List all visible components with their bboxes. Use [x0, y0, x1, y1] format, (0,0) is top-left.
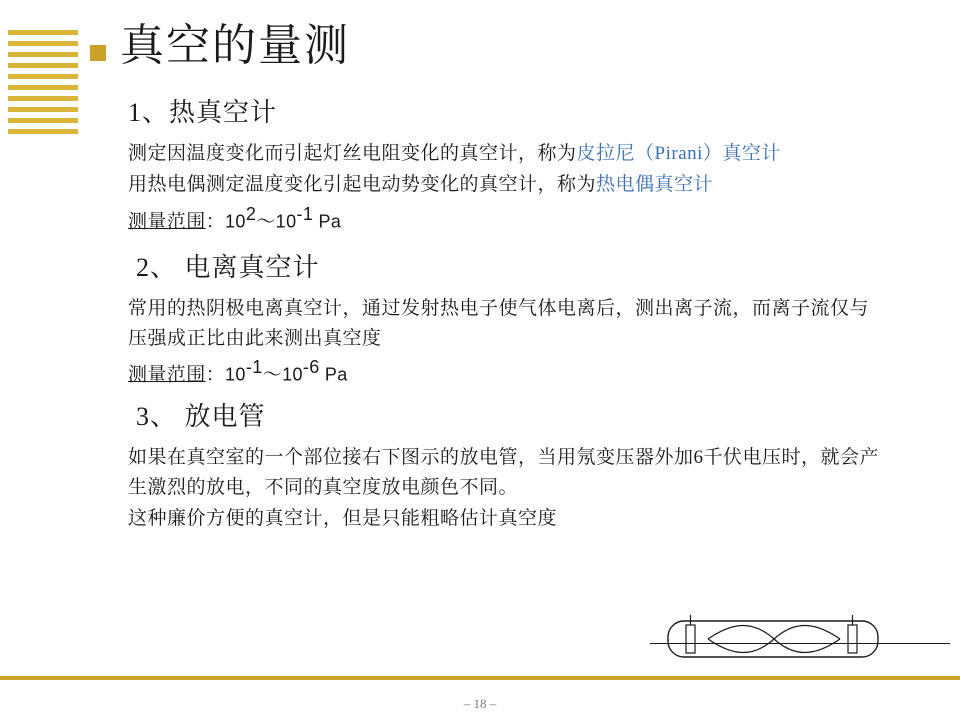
decorative-stripes	[8, 30, 78, 140]
range-from-base-2: 10	[225, 364, 246, 385]
paragraph-3-2-text: 这种廉价方便的真空计，但是只能粗略估计真空度	[128, 508, 558, 530]
range-label-2: 测量范围	[128, 364, 206, 386]
measurement-range-2	[128, 357, 888, 386]
paragraph-1-2	[128, 170, 888, 199]
range-sep-1: ：	[205, 211, 226, 233]
range-unit-2: Pa	[324, 364, 348, 385]
slide-body	[128, 86, 888, 536]
paragraph-3-1-text: 如果在真空室的一个部位接右下图示的放电管，当用氖变压器外加6千伏电压时，就会产生激烈的放电，不同的真空度放电颜色不同。	[128, 447, 880, 498]
paragraph-1-1-highlight: 皮拉尼（Pirani）真空计	[576, 143, 781, 164]
range-to-base-2: 10	[282, 364, 303, 385]
discharge-tube-diagram	[650, 605, 950, 675]
range-to-exp-1: -1	[296, 203, 314, 224]
square-bullet-icon	[90, 45, 106, 61]
section-heading-1: 1、热真空计	[128, 98, 278, 127]
paragraph-2-1-text: 常用的热阴极电离真空计，通过发射热电子使气体电离后，测出离子流，而离子流仅与压强成正比由此来测出真空度	[128, 298, 870, 349]
slide-title-row	[90, 22, 350, 70]
paragraph-1-1	[128, 139, 888, 168]
range-from-base-1: 10	[225, 211, 246, 232]
section-heading-3: 3、 放电管	[136, 402, 266, 432]
paragraph-3-1	[128, 443, 888, 502]
paragraph-1-2-text: 用热电偶测定温度变化引起电动势变化的真空计，称为	[128, 174, 597, 196]
range-from-exp-1: 2	[245, 203, 257, 224]
range-tilde-2: ～	[262, 364, 283, 386]
bottom-accent-strip	[0, 676, 960, 680]
page-title: 真空的量测	[120, 21, 350, 70]
paragraph-1-1-text: 测定因温度变化而引起灯丝电阻变化的真空计，称为	[128, 143, 577, 164]
diagram-baseline	[650, 643, 950, 644]
paragraph-3-2	[128, 504, 888, 533]
range-label-1: 测量范围	[128, 211, 206, 233]
range-tilde-1: ～	[256, 211, 276, 233]
range-sep-2: ：	[205, 364, 226, 386]
range-to-exp-2: -6	[302, 357, 320, 378]
range-unit-1: Pa	[318, 211, 342, 232]
discharge-tube-icon	[650, 605, 950, 675]
measurement-range-1	[128, 204, 888, 233]
section-heading-2: 2、 电离真空计	[136, 253, 320, 283]
paragraph-2-1	[128, 294, 888, 353]
slide-number: – 18 –	[463, 696, 497, 711]
range-to-base-1: 10	[275, 211, 297, 232]
range-from-exp-2: -1	[245, 357, 263, 378]
paragraph-1-2-highlight: 热电偶真空计	[596, 174, 714, 196]
